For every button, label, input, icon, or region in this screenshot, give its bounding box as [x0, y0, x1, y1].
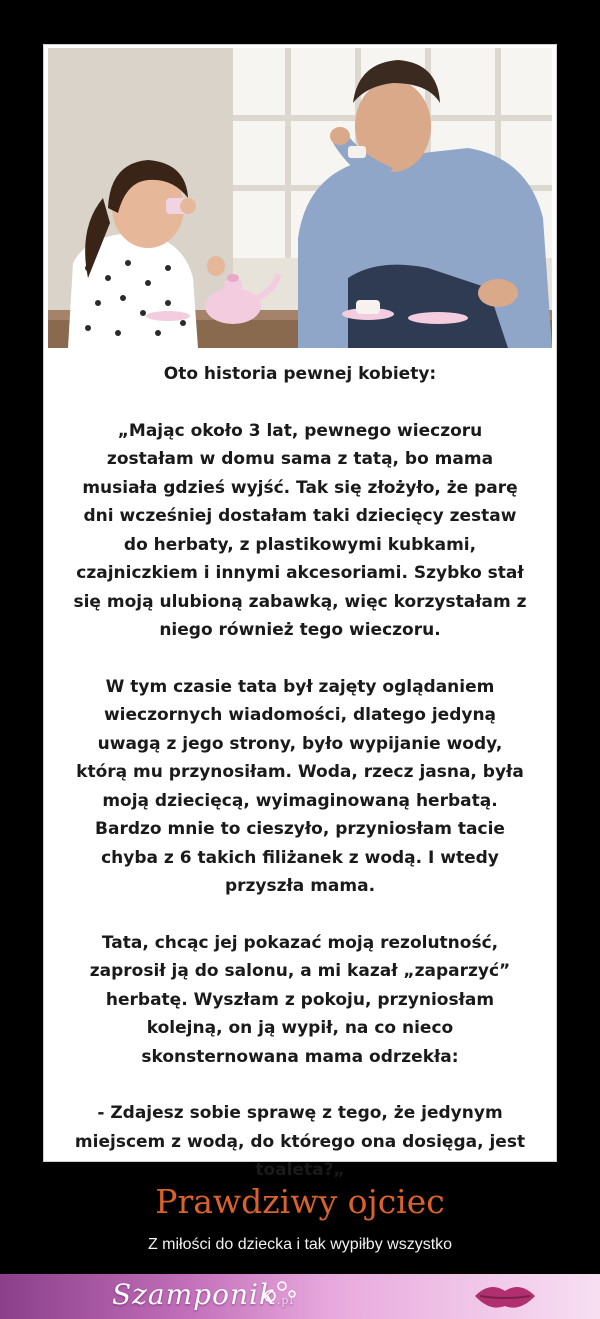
bubbles-icon	[262, 1276, 302, 1306]
caption-title: Prawdziwy ojciec	[155, 1182, 445, 1221]
brand-bar	[0, 1274, 600, 1319]
story-paragraph-4: - Zdajesz sobie sprawę z tego, że jedynym miejscem z wodą, do którego ona dosięga, jest toaleta?„	[74, 1103, 526, 1180]
brand-logo-name: Szamponik	[112, 1278, 277, 1311]
story-text	[48, 360, 552, 1213]
caption-subtitle: Z miłości do dziecka i tak wypiłby wszystko	[147, 1236, 453, 1253]
story-paragraph-3: Tata, chcąc jej pokazać moją rezolutność, zaprosił ją do salonu, a mi kazał „zaparzyć” herbatę. Wyszłam z pokoju, przyniosłam kolejną, on ją wypił, na co nieco skonsternowana mama odrzekła:	[89, 932, 511, 1067]
lips-icon	[470, 1276, 540, 1316]
story-paragraph-2: W tym czasie tata był zajęty oglądaniem wieczornych wiadomości, dlatego jedyną uwagą z jego strony, było wypijanie wody, którą mu przynosiłam. Woda, rzecz jasna, była moją dziecięcą, wyimaginowaną herbatą. Bardzo mnie to cieszyło, przyniosłam tacie chyba z 6 takich filiżanek z wodą. I wtedy przyszła mama.	[76, 676, 524, 896]
photo-father-daughter-tea-party	[48, 48, 552, 348]
story-paragraph-1: „Mając około 3 lat, pewnego wieczoru zostałam w domu sama z tatą, bo mama musiała gdzieś wyjść. Tak się złożyło, że parę dni wcześniej dostałam taki dziecięcy zestaw do herbaty, z plastikowymi kubkami, czajniczkiem i innymi akcesoriami. Szybko stał się moją ulubioną zabawką, więc korzystałam z niego również tego wieczoru.	[73, 420, 527, 640]
story-heading: Oto historia pewnej kobiety:	[163, 364, 437, 384]
brand-logo-tld: .pl	[276, 1294, 294, 1307]
